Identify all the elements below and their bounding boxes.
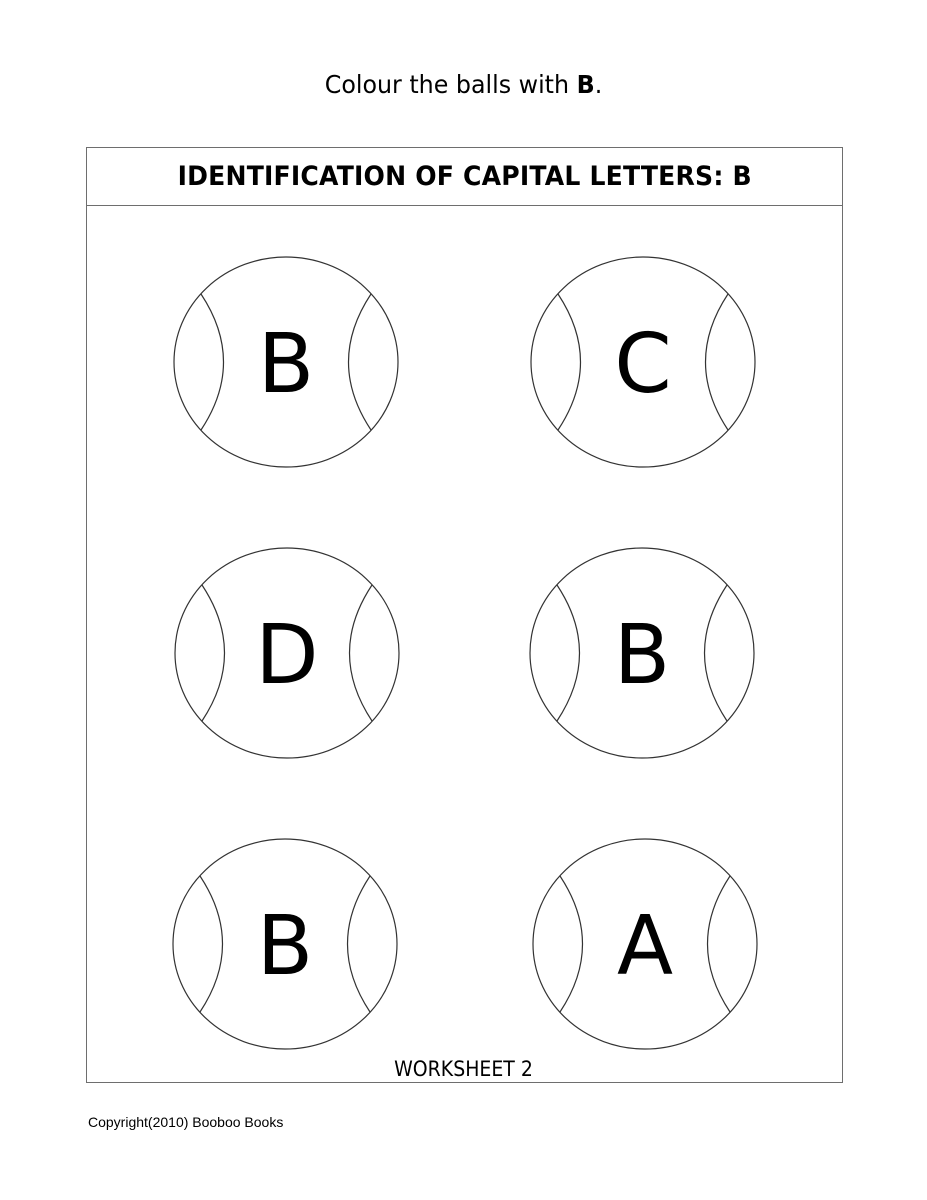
instruction-suffix: . (594, 70, 603, 99)
ball-letter: B (256, 899, 314, 994)
ball-letter: A (616, 899, 674, 994)
ball-letter: B (613, 608, 671, 703)
ball[interactable] (533, 839, 757, 1049)
ball[interactable] (175, 548, 399, 758)
ball[interactable] (174, 257, 398, 467)
worksheet-number: WORKSHEET 2 (394, 1057, 533, 1081)
worksheet-title: IDENTIFICATION OF CAPITAL LETTERS: B (177, 161, 752, 192)
ball-letter: D (255, 608, 319, 703)
instruction-prefix: Colour the balls with (324, 70, 577, 99)
instruction-target-letter: B (576, 70, 595, 99)
ball[interactable] (531, 257, 755, 467)
ball[interactable] (173, 839, 397, 1049)
ball-letter: B (257, 317, 315, 412)
ball-letter: C (614, 317, 672, 412)
ball[interactable] (530, 548, 754, 758)
copyright-notice: Copyright(2010) Booboo Books (88, 1114, 284, 1130)
